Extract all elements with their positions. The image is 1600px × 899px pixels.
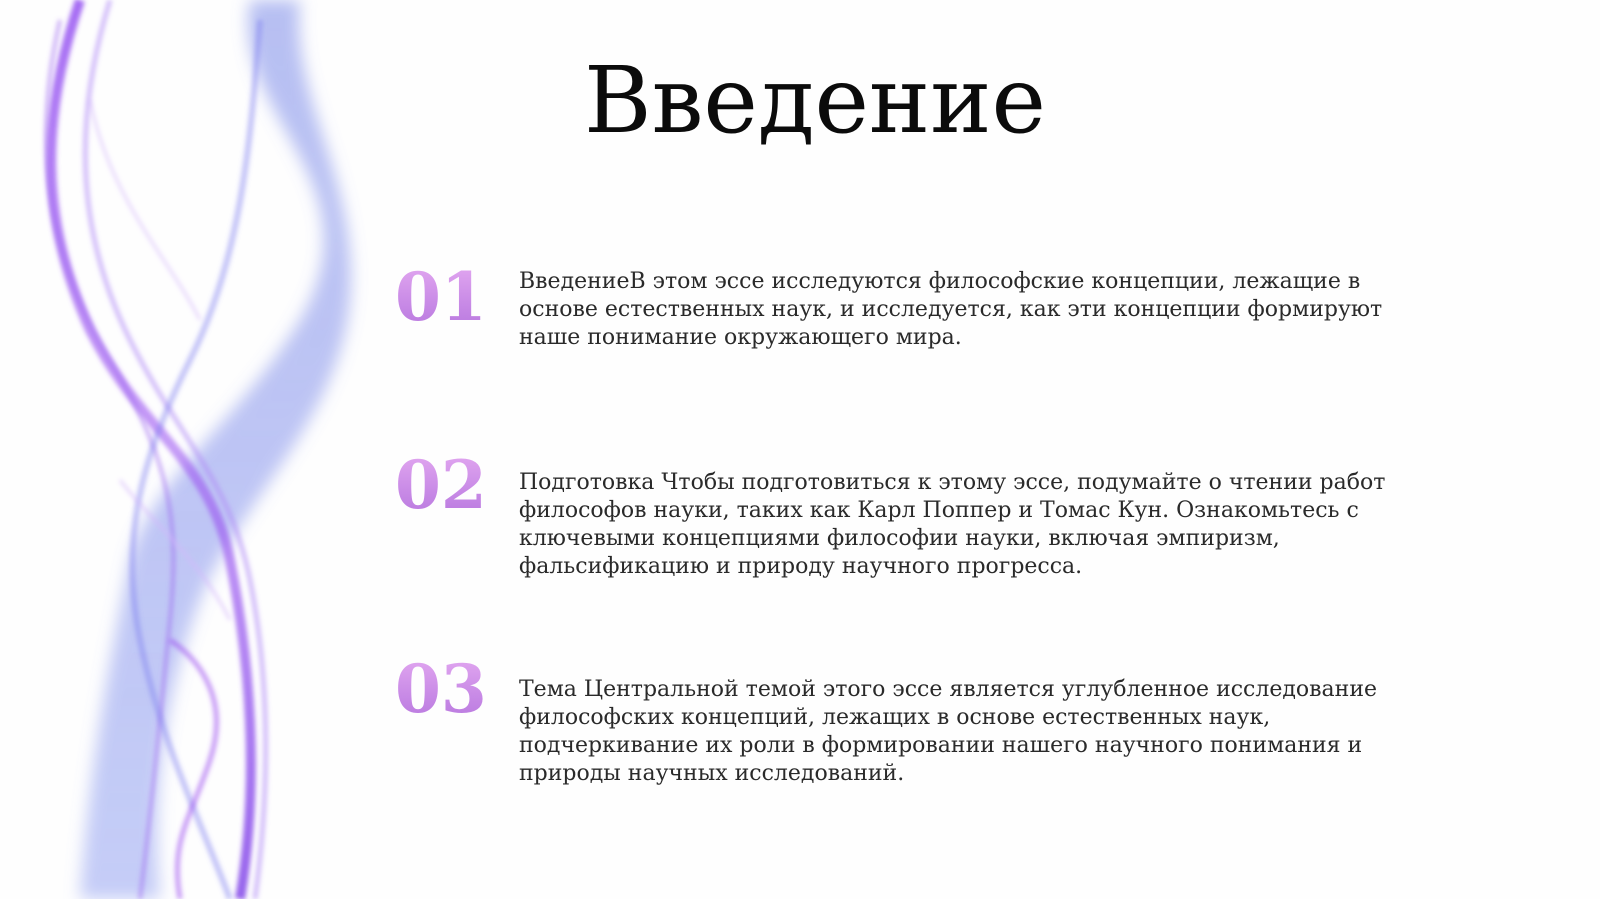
item-number: 02 bbox=[395, 446, 487, 524]
slide-title: Введение bbox=[583, 47, 1047, 154]
item-number: 01 bbox=[395, 258, 487, 336]
item-text: Подготовка Чтобы подготовиться к этому эссе, подумайте о чтении работ философов науки, таких как Карл Поппер и Томас Кун. Ознакомьтесь с ключевыми концепциями философии науки, включая эмпиризм, фальсификацию и природу научного прогресса. bbox=[519, 470, 1386, 579]
item-text: ВведениеВ этом эссе исследуются философские концепции, лежащие в основе естественных наук, и исследуется, как эти концепции формируют наше понимание окружающего мира. bbox=[519, 269, 1383, 350]
item-text: Тема Центральной темой этого эссе является углубленное исследование философских концепций, лежащих в основе естественных наук, подчеркивание их роли в формировании нашего научного понимания и природы научных исследований. bbox=[519, 677, 1378, 786]
item-number: 03 bbox=[395, 650, 487, 728]
